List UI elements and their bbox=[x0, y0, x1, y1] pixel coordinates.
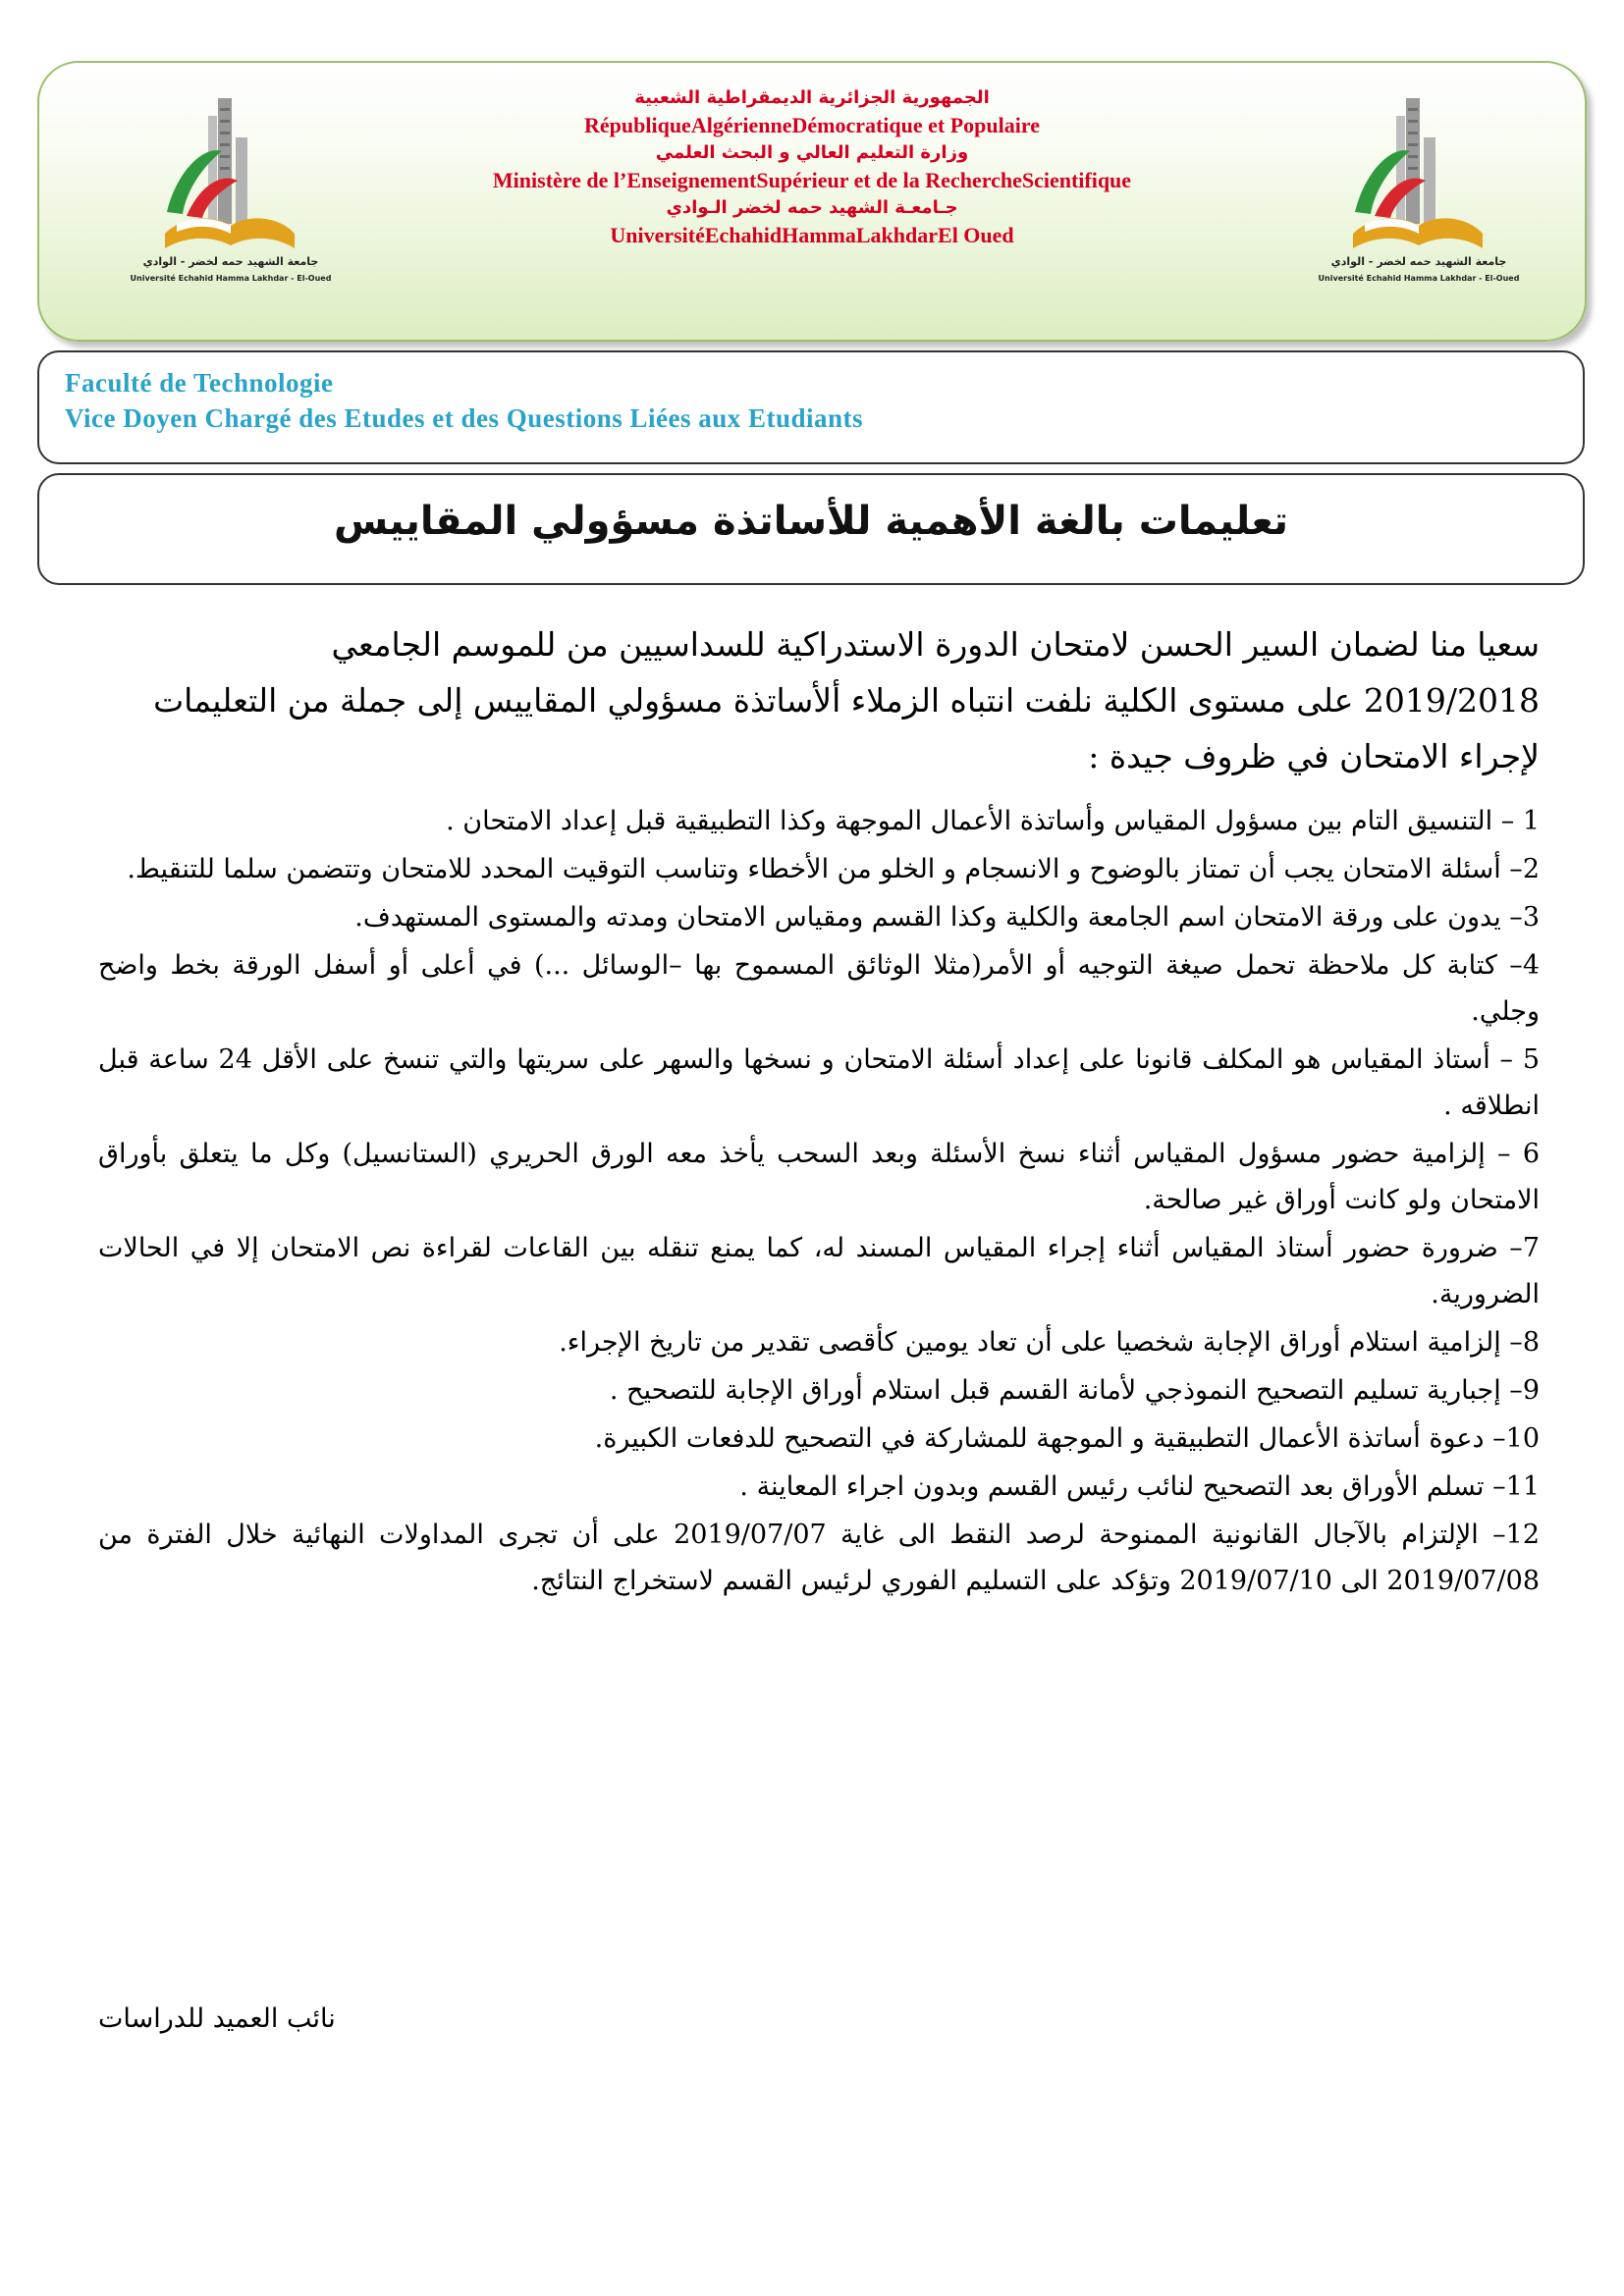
instruction-item-3: 3– يدون على ورقة الامتحان اسم الجامعة والكلية وكذا القسم ومقياس الامتحان ومدته والمستوى المستهدف. bbox=[354, 902, 1540, 933]
logo-caption-fr-right: Université Echahid Hamma Lakhdar - El-Oued bbox=[1318, 274, 1520, 283]
intro-line-3: لإجراء الامتحان في ظروف جيدة : bbox=[1088, 737, 1540, 775]
title-box bbox=[37, 473, 1585, 585]
instruction-item-6: 6 – إلزامية حضور مسؤول المقياس أثناء نسخ الأسئلة وبعد السحب يأخذ معه الورق الحريري (الستانسيل) وكل ما يتعلق بأوراق الامتحان ولو كانت أوراق غير صالحة. bbox=[98, 1139, 1540, 1215]
instruction-item-8: 8– إلزامية استلام أوراق الإجابة شخصيا على أن تعاد يومين كأقصى تقدير من تاريخ الإجراء. bbox=[559, 1327, 1540, 1358]
instruction-item-10: 10– دعوة أساتذة الأعمال التطبيقية و الموجهة للمشاركة في التصحيح للدفعات الكبيرة. bbox=[594, 1423, 1540, 1454]
document-body bbox=[98, 616, 1540, 1606]
header-ministry-ar: وزارة التعليم العالي و البحث العلمي bbox=[655, 142, 969, 163]
instruction-item-11: 11– تسلم الأوراق بعد التصحيح لنائب رئيس القسم وبدون اجراء المعاينة . bbox=[739, 1471, 1540, 1502]
instruction-item-4: 4– كتابة كل ملاحظة تحمل صيغة التوجيه أو الأمر(مثلا الوثائق المسموح بها –الوسائل ...) في أعلى أو أسفل الورقة بخط واضح وجلي. bbox=[98, 950, 1540, 1027]
intro-line-2: 2019/2018 على مستوى الكلية نلفت انتباه الزملاء ألأساتذة مسؤولي المقاييس إلى جملة من التعليمات bbox=[153, 681, 1540, 720]
intro-line-1: سعيا منا لضمان السير الحسن لامتحان الدورة الاستدراكية للسداسيين من للموسم الجامعي bbox=[331, 625, 1540, 664]
instruction-item-12: 12– الإلتزام بالآجال القانونية الممنوحة لرصد النقط الى غاية 2019/07/07 على أن تجرى المداولات النهائية خلال الفترة من 2019/07/08 الى 2019/07/10 وتؤكد على التسليم الفوري لرئيس القسم لاستخراج النتائج. bbox=[98, 1520, 1540, 1596]
header-university-ar: جـامعـة الشهيد حمه لخضر الـوادي bbox=[666, 197, 958, 218]
instruction-item-9: 9– إجبارية تسليم التصحيح النموذجي لأمانة القسم قبل استلام أوراق الإجابة للتصحيح . bbox=[609, 1375, 1540, 1406]
university-logo-left bbox=[130, 86, 332, 288]
signature-line: نائب العميد للدراسات bbox=[98, 2003, 336, 2034]
faculty-name: Faculté de Technologie bbox=[65, 368, 334, 398]
header-republic-ar: الجمهورية الجزائرية الديمقراطية الشعبية bbox=[634, 87, 990, 108]
document-title: تعليمات بالغة الأهمية للأساتذة مسؤولي المقاييس bbox=[333, 499, 1289, 544]
logo-caption-ar-right: جامعة الشهيد حمه لخضر - الوادي bbox=[1330, 255, 1507, 268]
header-ministry-fr: Ministère de l’EnseignementSupérieur et de la RechercheScientifique bbox=[492, 168, 1132, 192]
faculty-box bbox=[37, 350, 1585, 464]
instruction-item-1: 1 – التنسيق التام بين مسؤول المقياس وأساتذة الأعمال الموجهة وكذا التطبيقية قبل إعداد الامتحان . bbox=[446, 806, 1540, 836]
instruction-item-2: 2– أسئلة الامتحان يجب أن تمتاز بالوضوح و الانسجام و الخلو من الأخطاء وتناسب التوقيت المحدد للامتحان وتتضمن سلما للتنقيط. bbox=[127, 854, 1540, 884]
instruction-item-7: 7– ضرورة حضور أستاذ المقياس أثناء إجراء المقياس المسند له، كما يمنع تنقله بين القاعات لقراءة نص الامتحان إلا في الحالات الضرورية. bbox=[98, 1233, 1540, 1309]
instruction-item-5: 5 – أستاذ المقياس هو المكلف قانونا على إعداد أسئلة الامتحان و نسخها والسهر على سريتها والتي تنسخ على الأقل 24 ساعة قبل انطلاقه . bbox=[98, 1044, 1541, 1121]
university-logo-right bbox=[1318, 86, 1520, 288]
header-institution-lines bbox=[324, 84, 1300, 249]
header-university-fr: UniversitéEchahidHammaLakhdarEl Oued bbox=[610, 223, 1014, 247]
vice-dean-title: Vice Doyen Chargé des Etudes et des Questions Liées aux Etudiants bbox=[65, 403, 864, 433]
instruction-list bbox=[98, 798, 1540, 1604]
logo-caption-ar: جامعة الشهيد حمه لخضر - الوادي bbox=[142, 255, 319, 268]
logo-caption-fr: Université Echahid Hamma Lakhdar - El-Oued bbox=[130, 274, 332, 283]
header-republic-fr: RépubliqueAlgérienneDémocratique et Populaire bbox=[584, 113, 1040, 137]
